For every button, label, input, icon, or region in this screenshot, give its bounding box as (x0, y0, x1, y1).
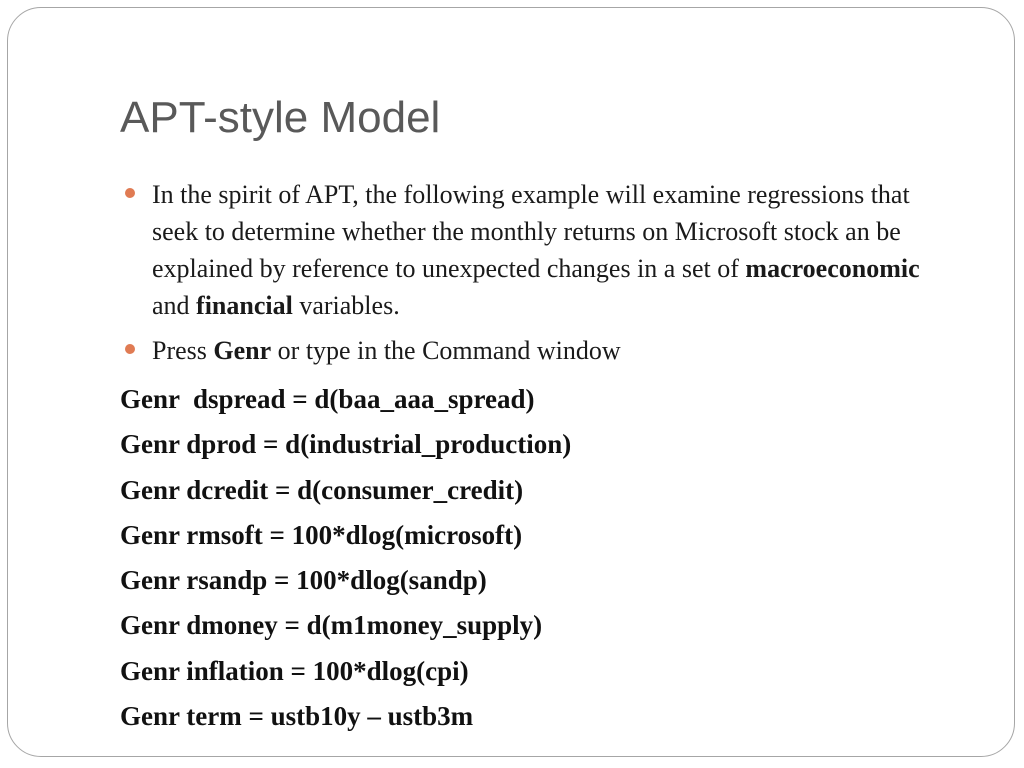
command-line-dspread: Genr dspread = d(baa_aaa_spread) (120, 384, 535, 414)
command-line-rmsoft: Genr rmsoft = 100*dlog(microsoft) (120, 519, 523, 550)
bullet-item-press-genr (120, 332, 950, 369)
bold-term-genr: Genr (213, 336, 272, 365)
bullet-list (120, 176, 950, 369)
bullet-text: and (152, 291, 197, 320)
slide-frame (7, 7, 1015, 757)
slide-title: APT-style Model (120, 93, 441, 142)
bullet-dot-icon (125, 188, 135, 198)
slide-content (120, 176, 950, 739)
command-list (120, 377, 950, 739)
bullet-text: In the spirit of APT, the following example will examine regressions that seek to determine whether the monthly returns on Microsoft stock an be explained by reference to unexpected changes in a set of (152, 180, 910, 283)
bullet-text: or type in the Command window (271, 336, 621, 365)
bullet-text: variables. (292, 291, 400, 320)
command-line-term: Genr term = ustb10y – ustb3m (120, 701, 474, 732)
command-line-inflation: Genr inflation = 100*dlog(cpi) (120, 655, 469, 686)
command-line-rsandp: Genr rsandp = 100*dlog(sandp) (120, 565, 487, 596)
bold-term-macroeconomic: macroeconomic (745, 254, 920, 283)
command-line-dcredit: Genr dcredit = d(consumer_credit) (120, 474, 524, 505)
bullet-dot-icon (125, 344, 135, 354)
command-line-dmoney: Genr dmoney = d(m1money_supply) (120, 610, 543, 641)
command-line-dprod: Genr dprod = d(industrial_production) (120, 429, 572, 460)
bullet-text: Press (152, 336, 214, 365)
bold-term-financial: financial (196, 291, 293, 320)
bullet-item-apt-intro (120, 176, 950, 324)
